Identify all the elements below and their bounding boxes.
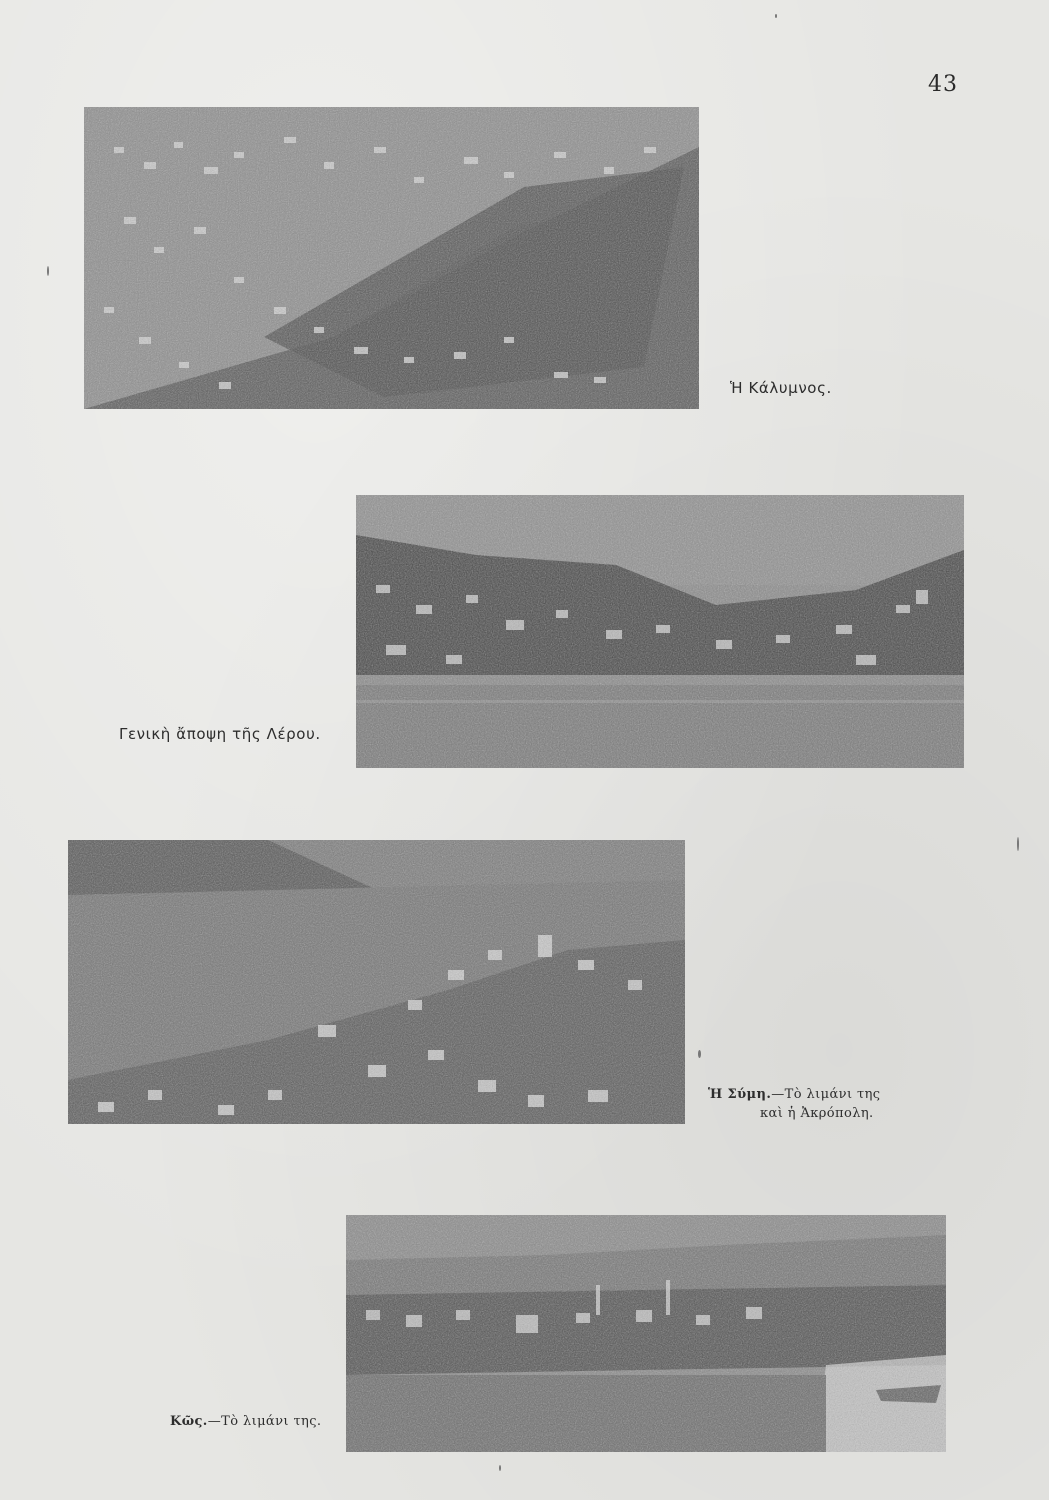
photo-kos: [346, 1215, 946, 1452]
caption-symi-rest: —Τὸ λιμάνι της: [771, 1087, 881, 1102]
caption-symi-line2: καὶ ἡ Ἀκρόπολη.: [760, 1106, 874, 1121]
caption-leros: Γενικὴ ἄποψη τῆς Λέρου.: [119, 725, 321, 743]
paper-speck: [499, 1465, 501, 1471]
photo-kalymnos-image: [84, 107, 699, 409]
caption-symi-title: Ἡ Σύμη.: [708, 1087, 772, 1102]
paper-speck: [698, 1050, 701, 1058]
photo-symi: [68, 840, 685, 1124]
caption-kos-rest: —Τὸ λιμάνι της.: [207, 1414, 322, 1429]
paper-speck: [47, 266, 49, 276]
paper-speck: [775, 14, 777, 18]
photo-leros-image: [356, 495, 964, 768]
photo-kalymnos: [84, 107, 699, 409]
caption-kos: [170, 1414, 321, 1429]
photo-symi-image: [68, 840, 685, 1124]
photo-leros: [356, 495, 964, 768]
caption-symi: [708, 1087, 880, 1102]
paper-speck: [1017, 837, 1019, 851]
caption-kos-title: Κῶς.: [170, 1414, 208, 1429]
page-number: 43: [928, 72, 958, 97]
caption-kalymnos: Ἡ Κάλυμνος.: [730, 379, 832, 397]
photo-kos-image: [346, 1215, 946, 1452]
